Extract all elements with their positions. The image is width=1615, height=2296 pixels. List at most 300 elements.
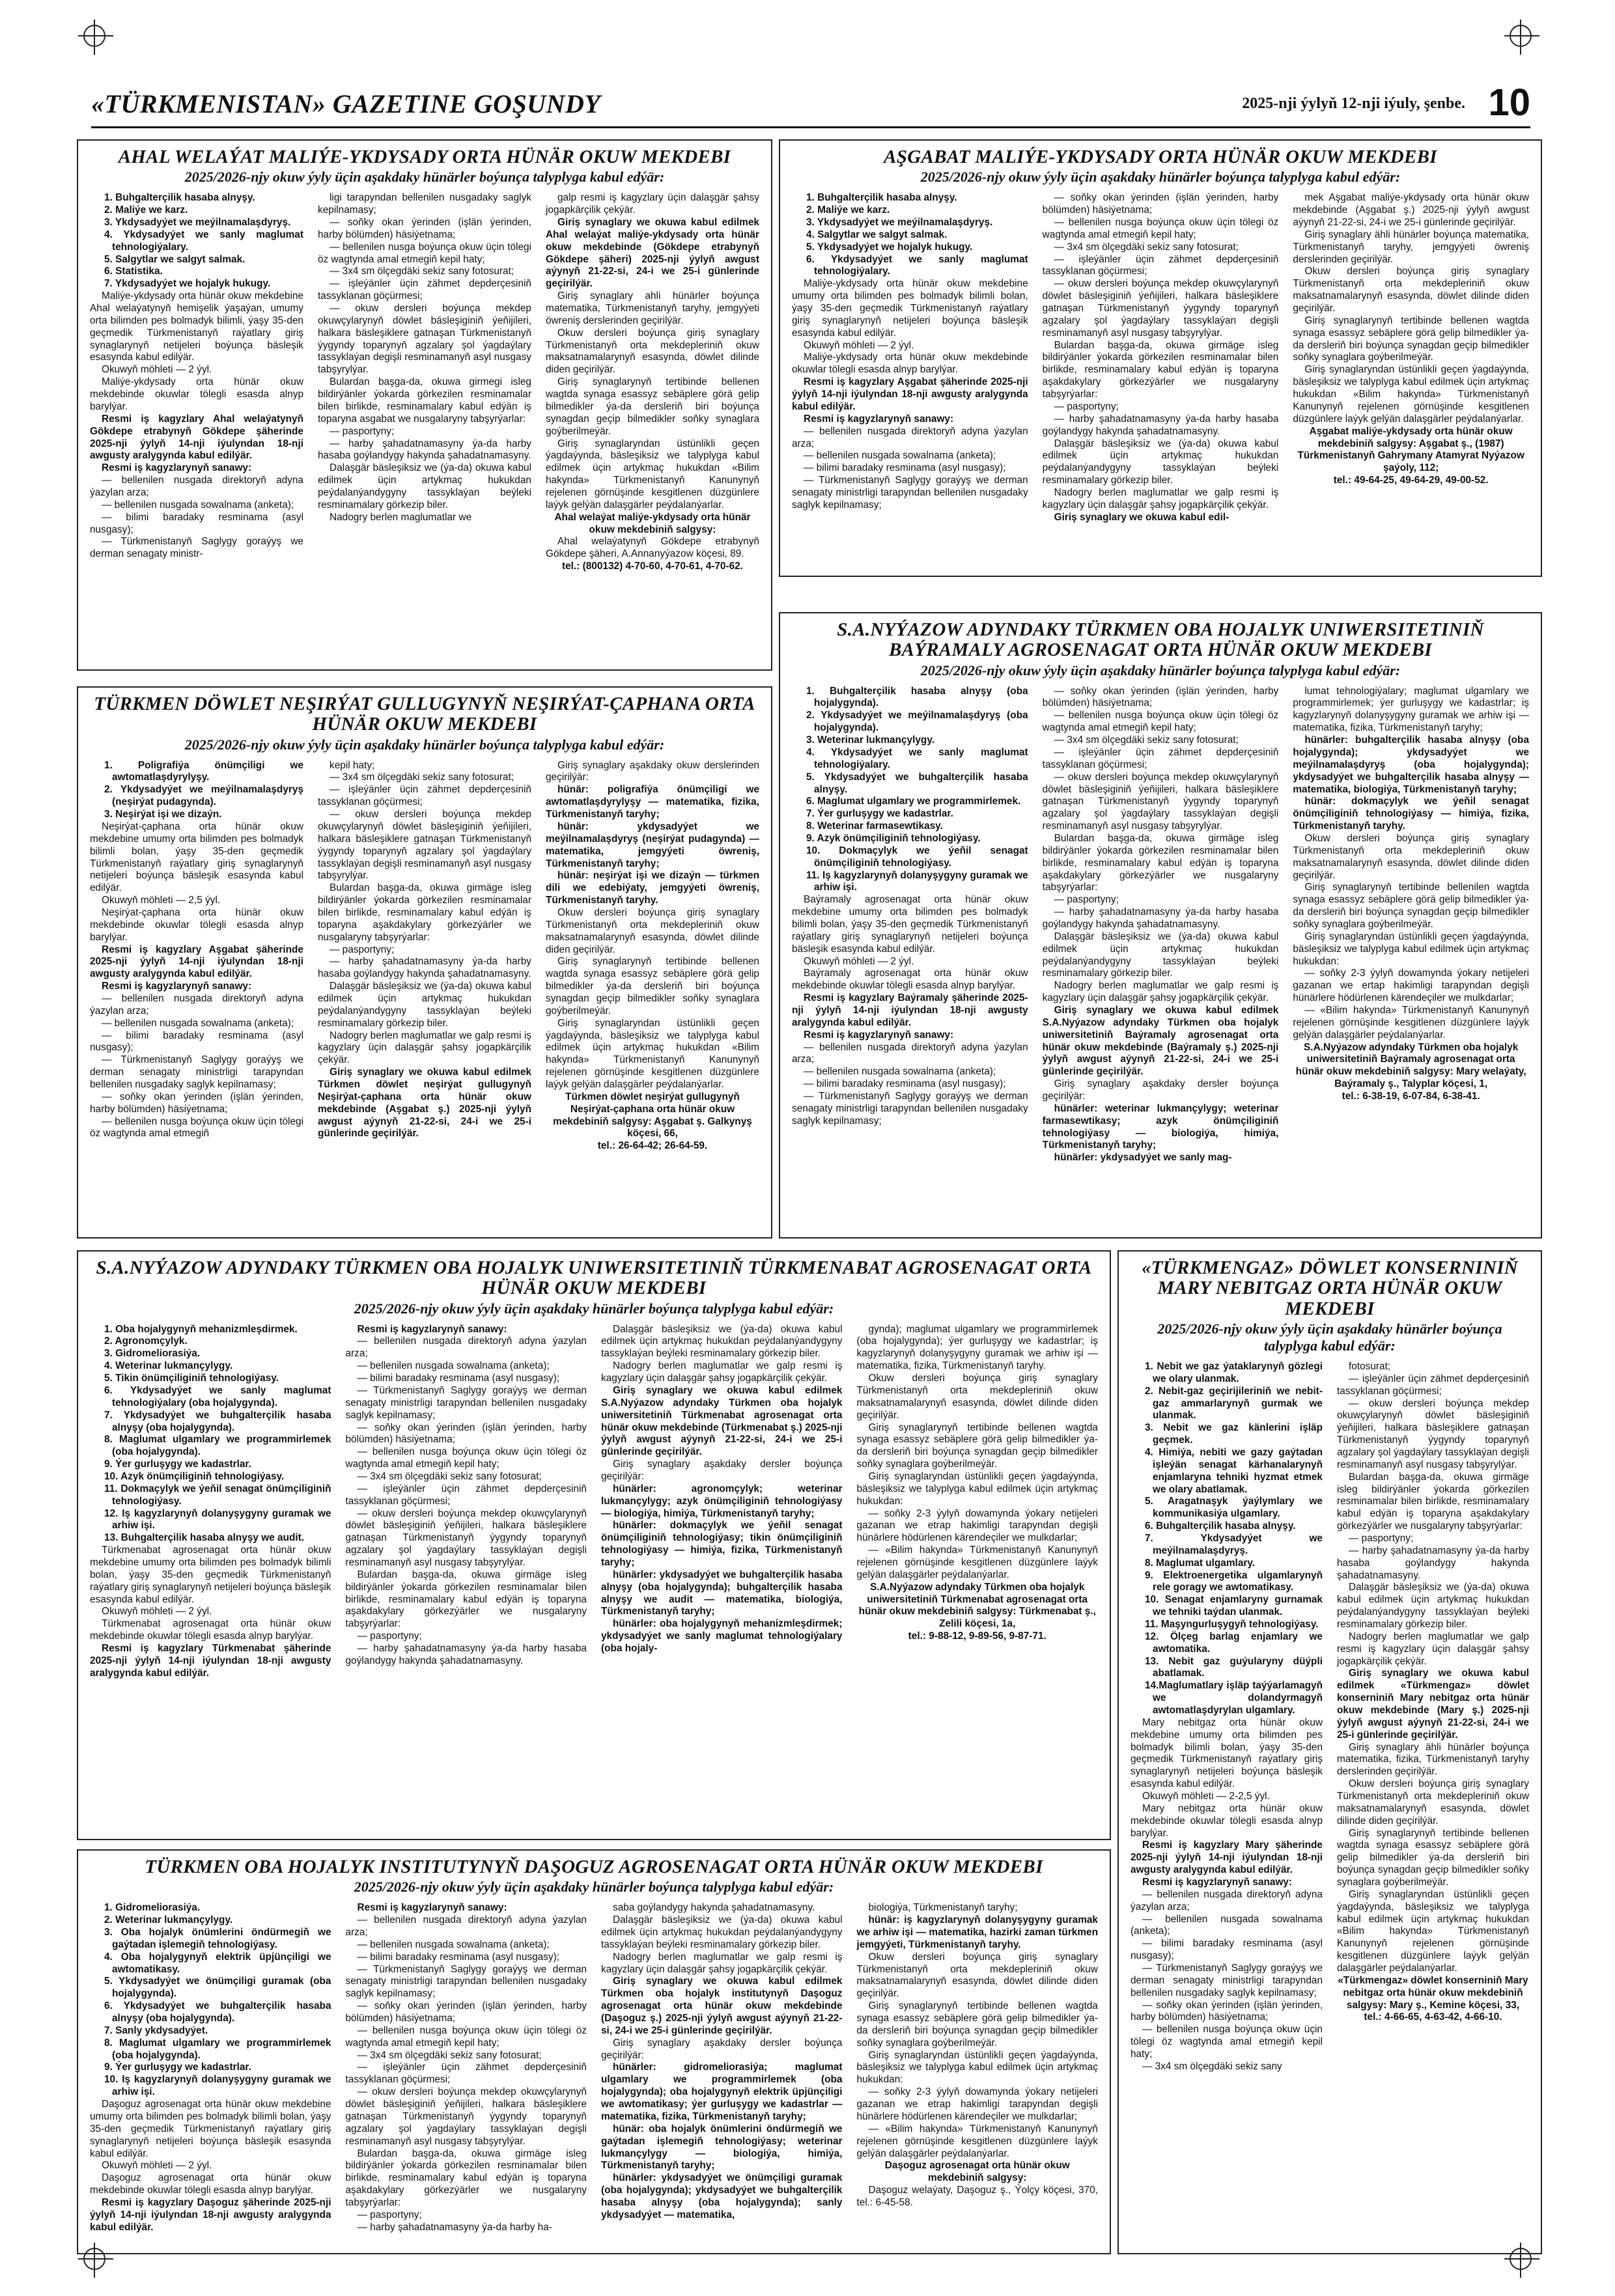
paragraph: Resmi iş kagyzlarynyň sanawy: xyxy=(357,1323,507,1335)
paragraph: Okuwyň möhleti — 2 ýyl. xyxy=(102,364,212,376)
paragraph: — soňky okan ýerinden (işlän ýerinden, harby bölümden) häsiýetnama; xyxy=(1042,192,1279,216)
paragraph: 7. Ykdysadyýet we buhgalterçilik hasaba alnyşy (oba hojalygynda). xyxy=(104,1409,331,1433)
paragraph: — bellenilen nusgada direktoryň adyna ýazylan arza; xyxy=(792,425,1028,449)
text-column xyxy=(546,760,759,1153)
issue-date: 2025-nji ýylyň 12-nji iýuly, şenbe. xyxy=(1242,95,1465,112)
paragraph: Giriş synaglary we okuwa kabul edilmek Ahal welaýat maliýe-ykdysady orta hünär okuw mekdebinde (Gökdepe etrabynyň Gökdepe şäheri) 2025-nji ýylyň awgust aýynyň 21-22-si, 24-i we 25-i günlerinde geçirilýär. xyxy=(546,217,759,290)
paragraph: tel.: 9-88-12, 9-89-56, 9-87-71. xyxy=(908,1631,1046,1642)
paragraph: Resmi iş kagyzlarynyň sanawy: xyxy=(102,981,252,992)
paragraph: — bellenilen nusgada sowalnama (anketa); xyxy=(102,499,294,511)
paragraph: — bilimi baradaky resminama (asyl nusgasy); xyxy=(357,1951,559,1963)
paragraph: kepil haty; xyxy=(330,759,375,771)
paragraph: — bellenilen nusga boýunça okuw üçin tölegi öz wagtynda amal etmegiň kepil haty; xyxy=(1042,710,1279,734)
paragraph: — «Bilim hakynda» Türkmenistanyň Kanunynyň rejelenen görnüşinde kesgitlenen düzgünlere laýyk gelýän dalaşgärler peýdalanýarlar. xyxy=(856,1545,1098,1580)
paragraph: 10. Senagat enjamlaryny gurnamak we tehniki taýdan ulanmak. xyxy=(1145,1594,1323,1618)
paragraph: — Türkmenistanyň Saglygy goraýyş we derman senagaty ministr- xyxy=(90,536,303,560)
paragraph: 6. Ykdysadyýet we sanly maglumat tehnologiýalary. xyxy=(806,253,1028,277)
paragraph: — bellenilen nusga boýunça okuw üçin tölegi öz wagtynda amal etmegiň kepil haty; xyxy=(318,241,531,265)
paragraph: Resmi iş kagyzlary Baýramaly şäherinde 2025-nji ýylyň 14-nji iýulyndan 18-nji awgusty aralygynda kabul edilýär. xyxy=(792,992,1028,1028)
paragraph: Giriş synaglary we okuwa kabul edilmek Türkmen döwlet neşirýat gullugynyň Neşirýat-çaphana orta hünär okuw mekdebinde (Aşgabat ş.) 2025-nji ýylyň awgust aýynyň 21-22-si, 24-i we 25-i günlerinde geçirilýär. xyxy=(318,1067,531,1140)
paragraph: — bellenilen nusgada sowalnama (anketa); xyxy=(357,1939,550,1950)
paragraph: Okuwyň möhleti — 2,5 ýyl. xyxy=(102,895,221,906)
paragraph: — bellenilen nusgada direktoryň adyna ýazylan arza; xyxy=(1130,1888,1323,1912)
paragraph: Giriş synaglary ähli hünärler boýunça matematika, fizika, Türkmenistanyň taryhy derslerinden geçirilýär. xyxy=(1337,1741,1529,1778)
paragraph: 5. Ykdysadyýet we hojalyk hukugy. xyxy=(806,241,973,253)
paragraph: — bellenilen nusga boýunça okuw üçin tölegi öz wagtynda amal etmegiň kepil haty; xyxy=(1042,217,1279,240)
paragraph: Giriş synaglarynyň tertibinde bellenen wagtda synaga esassyz sebäplere görä gelip bilmedikler ýa-da dersleriň biri boýunça synagdan geçip bilmedikler soňky synaglara goýberilmeýär. xyxy=(546,956,759,1016)
paragraph: Resmi iş kagyzlarynyň sanawy: xyxy=(102,462,252,474)
paragraph: — bellenilen nusga boýunça okuw üçin tölegi öz wagtynda amal etmegiň kepil haty; xyxy=(345,1446,587,1470)
text-column xyxy=(857,1324,1099,1680)
paragraph: 1. Buhgalterçilik hasaba alnyşy. xyxy=(104,192,255,204)
paragraph: — bellenilen nusga boýunça okuw üçin tölegi öz wagtynda amal etmegiň kepil haty; xyxy=(1130,2024,1323,2060)
paragraph: Mary nebitgaz orta hünär okuw mekdebine umumy orta bilimden pes bolmadyk bilimli bolan, ýaşy 35-den geçmedik Türkmenistanyň raýatlary giriş synaglarynyň netijeleri boýunça bäsleşik esasynda kabul edilýär. xyxy=(1130,1716,1323,1790)
paragraph: Giriş synaglary aşakdaky dersler boýunça geçirilýär: xyxy=(601,2037,843,2061)
text-column xyxy=(90,192,303,573)
paragraph: — işleýänler üçin zähmet depderçesiniň tassyklanan göçürmesi; xyxy=(318,784,531,808)
paragraph: Okuw dersleri boýunça giriş synaglary Türkmenistanyň orta mekdepleriniň okuw maksatnamalarynyň esasynda, döwlet dilinde diden geçirilýär. xyxy=(856,1373,1098,1421)
text-column xyxy=(1043,686,1279,1165)
paragraph: S.A.Nyýazow adyndaky Türkmen oba hojalyk uniwersitetiniň Türkmenabat agrosenagat orta hünär okuw mekdebiniň salgysy: Türkmenabat ş., Zelili köçesi, 1a, xyxy=(858,1581,1096,1630)
paragraph: Maliýe-ykdysady orta hünär okuw mekdebinde okuwlar tölegli esasda alnyp barylýar. xyxy=(792,352,1028,376)
paragraph: Resmi iş kagyzlary Türkmenabat şäherinde 2025-nji ýylyň 14-nji iýulyndan 18-nji awgusty aralygynda kabul edilýär. xyxy=(90,1642,331,1679)
paragraph: — işleýänler üçin zähmet depderçesiniň tassyklanan göçürmesi; xyxy=(1042,253,1279,277)
notice-title: S.A.NYÝAZOW ADYNDAKY TÜRKMEN OBA HOJALYK UNIWERSITETINIŇ BAÝRAMALY AGROSENAGAT ORTA HÜNÄR OKUW MEKDEBI xyxy=(837,619,1484,661)
notice-subtitle: 2025/2026-njy okuw ýyly üçin aşakdaky hünärler boýunça talyplyga kabul edýär: xyxy=(184,169,665,186)
notice-mary-gaz xyxy=(1117,1250,1542,2254)
notice-ahal xyxy=(77,139,772,671)
paragraph: Daşoguz agrosenagat orta hünär okuw mekdebinde okuwlar tölegli esasda alnyp barylýar. xyxy=(90,2172,331,2196)
text-column xyxy=(90,1324,331,1680)
paragraph: 11. Dokmaçylyk we ýeňil senagat önümçiliginiň tehnologiýasy. xyxy=(104,1483,331,1507)
paragraph: hünär: poligrafiýa önümçiligi we awtomatlaşdyrylyşy — matematika, fizika, Türkmenistanyň taryhy; xyxy=(546,784,759,820)
paragraph: 4. Himiýa, nebiti we gazy gaýtadan işleýän senagat kärhanalarynyň enjamlaryna tehniki hyzmat etmek we olary abatlamak. xyxy=(1145,1446,1323,1495)
paragraph: 1. Buhgalterçilik hasaba alnyşy (oba hojalygynda). xyxy=(806,685,1028,709)
paragraph: Resmi iş kagyzlary Aşgabat şäherinde 2025-nji ýylyň 14-nji iýulyndan 18-nji awgusty aralygynda kabul edilýär. xyxy=(90,944,303,980)
paragraph: — okuw dersleri boýunça mekdep okuwçylarynyň döwlet bäsleşiginiň ýeňijileri, halkara bäsleşiklere gatnaşan Türkmenistanyň ýygyndy toparynyň agzalary şol ýagdaýlary tassyklaýan degişli resminamanyň asyl nusgasy tabşyrylýar. xyxy=(1042,278,1279,339)
paragraph: 9. Azyk önümçiliginiň tehnologiýasy. xyxy=(806,832,981,844)
notice-subtitle: 2025/2026-njy okuw ýyly üçin aşakdaky hünärler boýunça talyplyga kabul edýär: xyxy=(920,169,1401,186)
paragraph: 4. Salgytlar we salgyt salmak. xyxy=(806,229,948,240)
paragraph: Dalaşgär bäsleşiksiz we (ýa-da) okuwa kabul edilmek üçin artykmaç hukukdan peýdalanýandygyny tassyklaýan beýleki resminamalary görkezip biler. xyxy=(1042,438,1279,486)
paragraph: Ahal welaýat maliýe-ykdysady orta hünär okuw mekdebiniň salgysy: xyxy=(554,511,751,535)
paragraph: — «Bilim hakynda» Türkmenistanyň Kanunynyň rejelenen görnüşinde kesgitlenen düzgünlere laýyk gelýän dalaşgärler peýdalanýarlar. xyxy=(856,2123,1098,2159)
paragraph: Daşoguz agrosenagat orta hünär okuw mekdebine umumy orta bilimden pes bolmadyk bilimli bolan, ýaşy 35-den geçmedik Türkmenistanyň raýatlary giriş synaglarynyň netijeleri boýunça bäsleşik esasynda kabul edilýär. xyxy=(90,2099,331,2159)
paragraph: Giriş synaglary ähli hünärler boýunça matematika, Türkmenistanyň taryhy, jemgyýeti öwreniş derslerinden geçirilýär. xyxy=(1293,229,1530,265)
paragraph: Okuw dersleri boýunça giriş synaglary Türkmenistanyň orta mekdepleriniň okuw maksatnamalarynyň esasynda, döwlet dilinde diden geçirilýär. xyxy=(546,327,759,376)
paragraph: — pasportyny; xyxy=(357,1631,422,1642)
notice-columns xyxy=(90,1902,1098,2233)
paragraph: — bellenilen nusgada direktoryň adyna ýazylan arza; xyxy=(90,475,303,498)
paragraph: Resmi iş kagyzlary Aşgabat şäherinde 2025-nji ýylyň 14-nji iýulyndan 18-nji awgusty aralygynda kabul edilýär. xyxy=(792,376,1028,412)
paragraph: 6. Maglumat ulgamlary we programmirlemek. xyxy=(806,796,1021,807)
paragraph: Neşirýat-çaphana orta hünär okuw mekdebine umumy orta bilimden pes bolmadyk bilimli bolan, ýaşy 35-den geçmedik Türkmenistanyň raýatlary giriş synaglarynyň netijeleri boýunça bäsleşik esasynda kabul edilýär. xyxy=(90,820,303,894)
paragraph: — işleýänler üçin zähmet depderçesiniň tassyklanan göçürmesi; xyxy=(318,278,531,302)
text-column xyxy=(857,1902,1099,2233)
paragraph: fotosurat; xyxy=(1349,1360,1391,1372)
paragraph: Resmi iş kagyzlary Mary şäherinde 2025-nji ýylyň 14-nji iýulyndan 18-nji awgusty aralygynda kabul edilýär. xyxy=(1130,1840,1323,1876)
paragraph: tel.: 26-64-42; 26-64-59. xyxy=(597,1140,708,1152)
paragraph: 3. Neşirýat işi we dizaýn. xyxy=(104,809,222,820)
paragraph: — pasportyny; xyxy=(357,2209,422,2220)
paragraph: 13. Buhgalterçilik hasaba alnyşy we audit. xyxy=(104,1532,305,1544)
paragraph: Maliýe-ykdysady orta hünär okuw mekdebine Ahal welaýatynyň hemişelik ýaşaýan, umumy orta bilimden pes bolmadyk bilimli, ýaşy 35-den geçmedik Türkmenistanyň raýatlary giriş synaglarynyň netijeleri boýunça bäsleşik esasynda kabul edilýär. xyxy=(90,290,303,363)
paragraph: Okuw dersleri boýunça giriş synaglary Türkmenistanyň orta mekdepleriniň okuw maksatnamalarynyň esasynda, döwlet dilinde diden geçirilýär. xyxy=(1293,832,1530,881)
text-column xyxy=(792,686,1028,1165)
paragraph: hünär: ykdysadyýet we meýilnamalaşdyryş (neşirýat pudagynda) — matematika, jemgyýeti öwreniş, Türkmenistanyň taryhy; xyxy=(546,820,759,869)
paragraph: Giriş synaglarynyň tertibinde bellenen wagtda synaga esassyz sebäplere görä gelip bilmedikler ýa-da dersleriň biri boýunça synagdan geçip bilmedikler soňky synaglara goýberilmeýär. xyxy=(856,1421,1098,1470)
paragraph: 2. Agronomçylyk. xyxy=(104,1336,188,1347)
paragraph: Dalaşgär bäsleşiksiz we (ýa-da) okuwa kabul edilmek üçin artykmaç hukukdan peýdalanýandygyny tassyklaýan beýleki resminamalary görkezip biler. xyxy=(601,1914,843,1950)
paragraph: 1. Buhgalterçilik hasaba alnyşy. xyxy=(806,192,957,204)
paragraph: — Türkmenistanyň Saglygy goraýyş we derman senagaty ministrligi tarapyndan bellenilen nusgadaky saglyk kepilnamasy; xyxy=(90,1054,303,1090)
paragraph: S.A.Nyýazow adyndaky Türkmen oba hojalyk uniwersitetiniň Baýramaly agrosenagat orta hünär okuw mekdebiniň salgysy: Mary welaýaty, Baýramaly ş., Talyplar köçesi, 1, xyxy=(1295,1041,1526,1090)
paragraph: — 3x4 sm ölçegdäki sekiz sany fotosurat; xyxy=(357,1470,542,1482)
paragraph: 1. Gidromeliorasiýa. xyxy=(104,1902,201,1914)
paragraph: — bellenilen nusgada sowalnama (anketa); xyxy=(804,450,996,462)
paragraph: Okuwyň möhleti — 2 ýyl. xyxy=(804,339,914,351)
paragraph: Okuw dersleri boýunça giriş synaglary Türkmenistanyň orta mekdepleriniň okuw maksatnamalarynyň esasynda, döwlet dilinde diden geçirilýär. xyxy=(1293,266,1530,315)
paragraph: — 3x4 sm ölçegdäki sekiz sany fotosurat; xyxy=(357,2049,542,2061)
notice-subtitle: 2025/2026-njy okuw ýyly üçin aşakdaky hünärler boýunça talyplyga kabul edýär: xyxy=(184,736,665,753)
text-column xyxy=(1293,192,1529,524)
text-column xyxy=(546,192,759,573)
paragraph: Giriş synaglary we okuwa kabul edil- xyxy=(1054,511,1229,523)
text-column xyxy=(1337,1361,1529,2073)
paragraph: hünärler: ykdysadyýet we buhgalterçilik hasaba alnyşy (oba hojalygynda); buhgalterçilik hasaba alnyşy we audit — matematika, biologiýa, Türkmenistanyň taryhy; xyxy=(601,1569,843,1617)
paragraph: 7. Sanly ykdysadyýet. xyxy=(104,2024,208,2036)
notice-subtitle: 2025/2026-njy okuw ýyly üçin aşakdaky hünärler boýunça talyplyga kabul edýär: xyxy=(354,1300,834,1317)
paragraph: hünärler: oba hojalygynyň mehanizmleşdirmek; ykdysadyýet we sanly maglumat tehnologiýalary (oba hojaly- xyxy=(601,1618,843,1654)
paragraph: 2. Nebit-gaz geçirijileriniň we nebit-gaz ammarlarynyň gurmak we ulanmak. xyxy=(1145,1385,1323,1421)
paragraph: Giriş synaglarynyň tertibinde bellenilen wagtda synaga esassyz sebäplere görä gelip bilmedikler ýa-da dersleriň biri boýunça synagdan geçip bilmedikler soňky synaglara goýberilmeýär. xyxy=(1293,882,1530,930)
paragraph: Dalaşgär bäsleşiksiz we (ýa-da) okuwa kabul edilmek üçin artykmaç hukukdan peýdalanýandygyny tassyklaýan beýleki resminamalary görkezip biler. xyxy=(1042,931,1279,979)
paragraph: 4. Ykdysadyýet we sanly maglumat tehnologiýalary. xyxy=(104,229,303,253)
paragraph: — Türkmenistanyň Saglygy goraýyş we derman senagaty ministrligi tarapyndan bellenilen nusgadaky saglyk kepilnamasy; xyxy=(345,1384,587,1421)
paragraph: 8. Maglumat ulgamlary we programmirlemek (oba hojalygynda). xyxy=(104,1434,331,1458)
paragraph: — soňky okan ýerinden (işlän ýerinden, harby bölümden) häsiýetnama; xyxy=(345,1421,587,1446)
paragraph: Türkmenabat agrosenagat orta hünär okuw mekdebine umumy orta bilimden pes bolmadyk bilimli bolan, ýaşy 35-den geçmedik Türkmenistanyň raýatlary giriş synaglarynyň netijeleri boýunça bäsleşik esasynda kabul edilýär. xyxy=(90,1545,331,1605)
paragraph: Dalaşgär bäsleşiksiz we (ýa-da) okuwa kabul edilmek üçin artykmaç hukukdan peýdalanýandygyny tassyklaýan beýleki resminamalary görkezip biler. xyxy=(1337,1582,1529,1630)
paragraph: 5. Ykdysadyýet we buhgalterçilik hasaba alnyşy. xyxy=(806,771,1028,795)
paragraph: hünär: iş kagyzlarynyň dolanyşygyny guramak we arhiw işi — matematika, hazirki zaman türkmen jemgyýeti, Türkmenistanyň taryhy. xyxy=(856,1914,1098,1950)
paragraph: Giriş synaglaryndan üstünlikli geçen ýagdaýynda, bäsleşiksiz we talyplyga kabul edilmek üçin artykmaç hukukdan «Bilim hakynda» Türkmenistanyň Kanunynyň rejelenen görnüşinde kesgitlenen düzgünlere laýyk gelýän dalaşgärler peýdalanýarlar. xyxy=(1337,1888,1529,1974)
paragraph: — pasportyny; xyxy=(330,944,395,955)
paragraph: tel.: (800132) 4-70-60, 4-70-61, 4-70-62. xyxy=(561,561,744,572)
paragraph: 8. Weterinar farmasewtikasy. xyxy=(806,820,943,832)
paragraph: Türkmen döwlet neşirýat gullugynyň Neşirýat-çaphana orta hünär okuw mekdebiniň salgysy: Aşgabat ş. Galkynyş köçesi, 66, xyxy=(553,1091,752,1140)
paragraph: — pasportyny; xyxy=(1054,894,1119,906)
paragraph: Nadogry berlen maglumatlar we galp resmi iş kagyzlary üçin dalaşgär şahsy jogapkärçilik çekýär. xyxy=(601,1951,843,1975)
paragraph: «Türkmengaz» döwlet konserniniň Mary nebitgaz orta hünär okuw mekdebiniň salgysy: Mary ş., Kemine köçesi, 33, xyxy=(1338,1974,1528,2011)
paragraph: Nadogry berlen maglumatlar we galp resmi iş kagyzlary üçin dalaşgär şahsy jogapkärçilik çekýär. xyxy=(1337,1631,1529,1667)
paragraph: Maliýe-ykdysady orta hünär okuw mekdebine umumy orta bilimden pes bolmadyk bilimli bolan, ýaşy 35-den geçmedik Türkmenistanyň raýatlary giriş synaglarynyň netijeleri boýunça bäsleşik esasynda kabul edilýär. xyxy=(792,278,1028,339)
paragraph: 1. Nebit we gaz ýataklarynyň gözlegi we olary ulanmak. xyxy=(1145,1360,1323,1384)
paragraph: Giriş synaglary we okuwa kabul edilmek Türkmen oba hojalyk institutynyň Daşoguz agrosenagat orta hünär okuw mekdebinde (Daşoguz ş.) 2025-nji ýylyň awgust aýynyň 21-22-si, 24-i we 25-i günlerinde geçirilýär. xyxy=(601,1976,843,2036)
paragraph: hünär: oba hojalyk önümlerini öndürmegiň we gaýtadan işlemegiň tehnologiýasy; weterinar lukmançylygy — biologiýa, himiýa, Türkmenistanyň taryhy; xyxy=(601,2123,843,2172)
paragraph: tel.: 4-66-65, 4-63-42, 4-66-10. xyxy=(1364,2011,1502,2023)
paragraph: Dalaşgär bäsleşiksiz we (ýa-da) okuwa kabul edilmek üçin artykmaç hukukdan peýdalanýandygyny tassyklaýan beýleki resminamalary görkezip biler. xyxy=(318,981,531,1029)
paragraph: Okuwyň möhleti — 2 ýyl. xyxy=(102,2160,212,2172)
paragraph: Giriş synaglaryndan üstünlikli geçen ýagdaýynda, bäsleşiksiz we talyplyga kabul edilmek üçin artykmaç hukukdan «Bilim hakynda» Türkmenistanyň Kanunynyň rejelenen görnüşinde kesgitlenen düzgünlere laýyk gelýän dalaşgärler peýdalanýarlar. xyxy=(546,438,759,511)
paragraph: 3. Ykdysadyýet we meýilnamalaşdyryş. xyxy=(104,217,291,229)
paragraph: Bulardan başga-da, okuwa girmäge isleg bildirýänler ýokarda görkezilen resminamalar bilen birlikde, resminamalary kabul edýän iş toparyna aşakdakylary görkezýärler we nusgalaryny tabşyrýarlar: xyxy=(1042,339,1279,400)
paragraph: — soňky 2-3 ýylyň dowamynda ýokary netijeleri gazanan we ertap hakimligi tarapyndan degişli hünärlere hödürlenen kärendeçiler we mulkdarlar; xyxy=(1293,968,1530,1004)
paragraph: — bilimi baradaky resminama (asyl nusgasy); xyxy=(90,511,303,535)
paragraph: — işleýänler üçin zähmet depderçesiniň tassyklanan göçürmesi; xyxy=(345,1483,587,1507)
paragraph: lumat tehnologiýalary; maglumat ulgamlary we programmirlemek; ýer gurluşygy we kadastrlar; iş kagyzlarynyň dolanyşygyny guramak we arhiw işi — matematika, fizika, Türkmenistanyň taryhy; xyxy=(1293,685,1530,734)
paragraph: 8. Maglumat ulgamlary we programmirlemek (oba hojalygynda). xyxy=(104,2037,331,2061)
paragraph: hünär: neşirýat işi we dizaýn — türkmen dili we edebiýaty, jemgyýeti öwreniş, Türkmenistanyň taryhy. xyxy=(546,870,759,906)
paragraph: Giriş synaglarynyň tertibinde bellenen wagtda synaga esassyz sebäplere görä gelip bilmedikler ýa-da dersleriň biri boýunça synagdan geçip bilmedikler soňky synaglara goýberilmeýär. xyxy=(546,376,759,437)
paragraph: 2. Ykdysadyýet we meýilnamalaşdyryş (oba hojalygynda). xyxy=(806,710,1028,734)
paragraph: biologiýa, Türkmenistanyň taryhy; xyxy=(868,1902,1018,1914)
paragraph: — işleýänler üçin zähmet depderçesiniň tassyklanan göçürmesi; xyxy=(345,2062,587,2086)
crop-mark-icon xyxy=(1510,25,1532,47)
paragraph: Giriş synaglarynyň tertibinde bellenen wagtda synaga esassyz sebäplere görä gelip bilmedikler ýa-da dersleriň biri boýunça synagdan geçip bilmedikler soňky synaglara goýberilmeýär. xyxy=(1337,1827,1529,1888)
paragraph: — Türkmenistanyň Saglygy goraýyş we derman senagaty ministrligi tarapyndan bellenilen nusgadaky saglyk kepilnamasy; xyxy=(345,1963,587,2000)
paragraph: — okuw dersleri boýunça mekdep okuwçylarynyň döwlet bäsleşiginiň ýeňijileri, halkara bäsleşiklere gatnaşan Türkmenistanyň ýygyndy toparynyň agzalary şol ýagdaýlary tassyklaýan degişli resminamanyň asyl nusgasy tabşyrylýar. xyxy=(345,1507,587,1568)
paragraph: saba goýlandygy hakynda şahadatnamasyny. xyxy=(613,1902,815,1914)
paragraph: Giriş synaglary we okuwa kabul edilmek «Türkmengaz» döwlet konserniniň Mary nebitgaz orta hünär okuw mekdebinde (Mary ş.) 2025-nji ýylyň awgust aýynyň 21-22-si, 24-i we 25-i günlerinde geçirilýär. xyxy=(1337,1668,1529,1741)
paragraph: 5. Aragatnaşyk ýaýlymlary we kommunikasiýa ulgamlary. xyxy=(1145,1496,1323,1520)
paragraph: Bulardan başga-da, okuwa girmäge isleg bildirýänler ýokarda görkezilen resminamalar bilen birlikde, resminamalary kabul edýän iş toparyna aşakdakylary görkezýärler we nusgalaryny tabşyrýarlar: xyxy=(345,1569,587,1630)
paragraph: Giriş synaglarynyň tertibinde bellenen wagtda synaga esassyz sebäplere görä gelip bilmedikler ýa-da dersleriň biri boýunça synagdan geçip bilmedikler soňky synaglara goýberilmeýär. xyxy=(856,2000,1098,2049)
paragraph: Resmi iş kagyzlarynyň sanawy: xyxy=(357,1902,507,1914)
paragraph: — 3x4 sm ölçegdäki sekiz sany fotosurat; xyxy=(330,266,514,277)
notice-subtitle: 2025/2026-njy okuw ýyly üçin aşakdaky hünärler boýunça talyplyga kabul edýär: xyxy=(354,1879,834,1896)
paragraph: 3. Oba hojalyk önümlerini öndürmegiň we gaýtadan işlemegiň tehnologiýasy. xyxy=(104,1927,331,1950)
paragraph: Bulardan başga-da, okuwa girmäge isleg bildirýänler ýokarda görkezilen resminamalar bilen birlikde, resminamalary kabul edýän iş toparyna aşakdakylary görkezýärler we nusgalaryny tabşyrýarlar: xyxy=(318,882,531,943)
paragraph: — 3x4 sm ölçegdäki sekiz sany fotosurat; xyxy=(1054,241,1239,253)
paragraph: Bulardan başga-da, okuwa girmäge isleg bildirýänler ýokarda görkezilen resminamalar bilen birlikde, resminamalary kabul edýän iş toparyna aşakdakylary görkezýärler we nusgalaryny tabşyrýarlar: xyxy=(1337,1471,1529,1532)
paragraph: Nadogry berlen maglumatlar we xyxy=(330,511,472,523)
text-column xyxy=(601,1902,843,2233)
paragraph: — harby şahadatnamasyny ýa-da harby hasaba goýlandygy hakynda şahadatnamasyny. xyxy=(1042,413,1279,437)
paragraph: tel.: 49-64-25, 49-64-29, 49-00-52. xyxy=(1333,475,1489,486)
paragraph: — bellenilen nusgada sowalnama (anketa); xyxy=(357,1360,550,1372)
text-column xyxy=(1130,1361,1323,2073)
notice-bayramaly xyxy=(779,612,1542,1239)
paragraph: — bellenilen nusga boýunça okuw üçin tölegi öz wagtynda amal etmegiň kepil haty; xyxy=(345,2024,587,2049)
paragraph: — bellenilen nusgada direktoryň adyna ýazylan arza; xyxy=(345,1914,587,1939)
paragraph: 3. Gidromeliorasiýa. xyxy=(104,1348,201,1360)
paragraph: galp resmi iş kagyzlary üçin dalaşgär şahsy jogapkärçilik çekýär. xyxy=(546,192,759,216)
paragraph: — okuw dersleri boýunça mekdep okuwçylarynyň döwlet bäsleşiginiň ýeňijileri, halkara bäsleşiklere gatnaşan Türkmenistanyň ýygyndy toparynyň agzalary şol ýagdaýlary tassyklaýan degişli resminamanyň asyl nusgasy tabşyrylýar. xyxy=(1042,771,1279,832)
paragraph: Okuw dersleri boýunça giriş synaglary Türkmenistanyň orta mekdepleriniň okuw maksatnamalarynyň esasynda, döwlet dilinde diden geçirilýär. xyxy=(856,1951,1098,2000)
paragraph: Bulardan başga-da, okuwa girmegi isleg bildirýänler ýokarda görkezilen resminamalar bilen birlikde, resminamalary kabul edýän iş toparyna asgabat we nusgalaryny tabşyrýarlar: xyxy=(318,376,531,425)
text-column xyxy=(318,192,531,573)
paragraph: 8. Maglumat ulgamlary. xyxy=(1145,1557,1256,1569)
notice-title: AHAL WELAÝAT MALIÝE-YKDYSADY ORTA HÜNÄR OKUW MEKDEBI xyxy=(118,147,731,167)
paragraph: Giriş synaglaryndan üstünlikli geçen ýagdaýynda, bäsleşiksiz we talyplyga kabul edilmek üçin artykmaç hukukdan: xyxy=(856,2049,1098,2086)
paragraph: Giriş synaglaryndan üstünlikli geçen ýagdaýynda, bäsleşiksiz we talyplyga kabul edilmek üçin artykmaç hukukdan «Bilim hakynda» Türkmenistanyň Kanunynyň rejelenen görnüşinde kesgitlenen düzgünlere laýyk gelýän dalaşgärler peýdalanýarlar. xyxy=(1293,364,1530,425)
paragraph: Mary nebitgaz orta hünär okuw mekdebinde okuwlar tölegli esasda alnyp barylýar. xyxy=(1130,1802,1323,1839)
paragraph: Giriş synaglary aşakdaky okuw derslerinden geçirilýär: xyxy=(546,759,759,783)
paragraph: 10. Azyk önümçiliginiň tehnologiýasy. xyxy=(104,1470,285,1482)
notice-title: «TÜRKMENGAZ» DÖWLET KONSERNINIŇ MARY NEBITGAZ ORTA HÜNÄR OKUW MEKDEBI xyxy=(1141,1257,1519,1319)
paragraph: ligi tarapyndan bellenilen nusgadaky saglyk kepilnamasy; xyxy=(318,192,531,216)
paragraph: Neşirýat-çaphana orta hünär okuw mekdebinde okuwlar tölegli esasda alnyp barylýar. xyxy=(90,906,303,943)
paragraph: Giriş synaglary ahli hünärler boýunça matematika, Türkmenistanyň taryhy, jemgyýeti öwreniş derslerinden geçirilýär. xyxy=(546,290,759,326)
paragraph: 3. Nebit we gaz känlerini işläp geçmek. xyxy=(1145,1422,1323,1446)
paragraph: 11. Maşyngurluşygyň tehnologiýasy. xyxy=(1145,1618,1319,1630)
paragraph: Giriş synaglary aşakdaky dersler boýunça geçirilýär: xyxy=(1042,1078,1279,1102)
paragraph: gynda); maglumat ulgamlary we programmirlemek (oba hojalygynda); ýer gurluşygy we kadastrlar; iş kagyzlarynyň dolanyşygyny guramak we arhiw işi — matematika, fizika, Türkmenistanyň taryhy. xyxy=(856,1323,1098,1372)
paragraph: 12. Ölçeg barlag enjamlary we awtomatika. xyxy=(1145,1631,1323,1655)
notice-title: TÜRKMEN DÖWLET NEŞIRÝAT GULLUGYNYŇ NEŞIRÝAT-ÇAPHANA ORTA HÜNÄR OKUW MEKDEBI xyxy=(94,693,755,735)
paragraph: Giriş synaglaryndan üstünlikli geçen ýagdaýynda, bäsleşiksiz we talyplyga kabul edilmek üçin artykmaç hukukdan: xyxy=(856,1470,1098,1507)
paragraph: 9. Elektroenergetika ulgamlarynyň rele goragy we awtomatikasy. xyxy=(1145,1569,1323,1593)
paragraph: 2. Maliýe we karz. xyxy=(104,204,188,216)
paragraph: — 3x4 sm ölçegdäki sekiz sany fotosurat; xyxy=(330,772,514,783)
crop-mark-icon xyxy=(83,25,105,47)
header-rule xyxy=(91,126,1530,128)
paragraph: — bilimi baradaky resminama (asyl nusgasy); xyxy=(804,462,1006,474)
paragraph: Giriş synaglaryndan üstünlikli geçen ýagdaýynda, bäsleşiksiz we talyplyga kabul edilmek üçin artykmaç hukukdan: xyxy=(1293,931,1530,967)
paragraph: — pasportyny; xyxy=(1349,1532,1414,1544)
paragraph: — bilimi baradaky resminama (asyl nusgasy); xyxy=(357,1373,559,1384)
paragraph: Ahal welaýatynyň Gökdepe etrabynyň Gökdepe şäheri, A.Annanyýazow köçesi, 89. xyxy=(546,536,759,560)
paragraph: — bilimi baradaky resminama (asyl nusgasy); xyxy=(804,1078,1006,1090)
paragraph: Nadogry berlen maglumatlar we galp resmi iş kagyzlary üçin dalaşgär şahsy jogapkärçilik çekýär. xyxy=(1042,980,1279,1004)
paragraph: 10. Iş kagyzlarynyň dolanyşygyny guramak we arhiw işi. xyxy=(104,2074,331,2098)
paragraph: Nadogry berlen maglumatlar we galp resmi iş kagyzlary üçin dalaşgär şahsy jogapkärçilik çekýär. xyxy=(1042,486,1279,511)
paragraph: hünärler: agronomçylyk; weterinar lukmançylygy; azyk önümçiliginiň tehnologiýasy — biologiýa, himiýa, Türkmenistanyň taryhy; xyxy=(601,1483,843,1519)
paragraph: Bulardan başga-da, okuwa girmäge isleg bildirýänler ýokarda görkezilen resminamalar bilen birlikde, resminamalary kabul edýän iş toparyna aşakdakylary görkezýärler we nusgalaryny tabşyrýarlar: xyxy=(345,2148,587,2208)
paragraph: — işleýänler üçin zähmet depderçesiniň tassyklanan göçürmesi; xyxy=(1337,1373,1529,1397)
paragraph: — okuw dersleri boýunça mekdep okuwçylarynyň döwlet bäsleşiginiň ýeňijileri, halkara bäsleşiklere gatnaşan Türkmenistanyň ýygyndy toparynyň agzalary şol ýagdaýlary tassyklaýan degişli resminamanyň asyl nusgasy tabşyrylýar. xyxy=(318,303,531,376)
paragraph: Giriş synaglary aşakdaky dersler boýunça geçirilýär: xyxy=(601,1459,843,1482)
paragraph: — harby şahadatnamasyny ýa-da harby hasaba goýlandygy hakynda şahadatnamasyny. xyxy=(318,956,531,980)
paragraph: Nadogry berlen maglumatlar we galp resmi iş kagyzlary üçin dalaşgär şahsy jogapkärçilik çekýär. xyxy=(601,1360,843,1384)
paragraph: — pasportyny; xyxy=(330,425,395,437)
paragraph: Daşoguz welaýaty, Daşoguz ş., Ýolçy köçesi, 370, tel.: 6-45-58. xyxy=(856,2185,1098,2208)
paragraph: Daşoguz agrosenagat orta hünär okuw mekdebiniň salgysy: xyxy=(884,2160,1070,2184)
notice-columns xyxy=(792,192,1529,524)
paragraph: — soňky okan ýerinden (işlän ýerinden, harby bölümden) häsiýetnama; xyxy=(1042,685,1279,709)
paragraph: — okuw dersleri boýunça mekdep okuwçylarynyň döwlet bäsleşiginiň ýeňijileri, halkara bäsleşiklere gatnaşan Türkmenistanyň ýygyndy toparynyň agzalary şol ýagdaýlary tassyklaýan degişli resminamanyň asyl nusgasy tabşyrylýar. xyxy=(345,2086,587,2147)
paragraph: — bellenilen nusgada sowalnama (anketa); xyxy=(102,1017,294,1029)
paragraph: 7. Ykdysadyýet we meýilnamalaşdyryş. xyxy=(1145,1532,1323,1556)
paragraph: 1. Oba hojalygynyň mehanizmleşdirmek. xyxy=(104,1323,298,1335)
text-column xyxy=(90,760,303,1153)
paragraph: hünärler: weterinar lukmançylygy; weterinar farmasewtikasy; azyk önümçiliginiň tehnologiýasy — biologiýa, himiýa, Türkmenistanyň taryhy; xyxy=(1042,1102,1279,1151)
paragraph: hünär: dokmaçylyk we ýeňil senagat önümçiliginiň tehnologiýasy — himiýa, fizika, Türkmenistanyň taryhy. xyxy=(1293,796,1530,832)
paragraph: hünärler: dokmaçylyk we ýeňil senagat önümçiliginiň tehnologiýasy; tikin önümçiliginiň tehnologiýasy — himiýa, fizika, Türkmenistanyň taryhy; xyxy=(601,1520,843,1568)
paragraph: — harby şahadatnamasyny ýa-da harby hasaba goýlandygy hakynda şahadatnamasyny. xyxy=(318,438,531,462)
paragraph: — bilimi baradaky resminama (asyl nusgasy); xyxy=(90,1029,303,1054)
paragraph: 1. Poligrafiýa önümçiligi we awtomatlaşdyrylyşy. xyxy=(104,759,303,783)
paragraph: — harby şahadatnamasyny ýa-da harby hasaba goýlandygy hakynda şahadatnamasyny. xyxy=(1337,1545,1529,1581)
text-column xyxy=(318,760,531,1153)
notice-title: AŞGABAT MALIÝE-YKDYSADY ORTA HÜNÄR OKUW MEKDEBI xyxy=(884,147,1437,167)
paragraph: Türkmenabat agrosenagat orta hünär okuw mekdebinde okuwlar tölegli esasda alnyp barylýar. xyxy=(90,1618,331,1642)
paragraph: 7. Ýer gurluşygy we kadastrlar. xyxy=(806,808,953,820)
notice-subtitle: 2025/2026-njy okuw ýyly üçin aşakdaky hünärler boýunça talyplyga kabul edýär: xyxy=(920,662,1401,679)
paragraph: — harby şahadatnamasyny ýa-da harby hasaba goýlandygy hakynda şahadatnamasyny. xyxy=(345,1642,587,1666)
paragraph: — Türkmenistanyň Saglygy goraýyş we derman senagaty ministrligi tarapyndan bellenilen nusgadaky saglyk kepilnamasy; xyxy=(792,1090,1028,1127)
paragraph: 9. Ýer gurluşygy we kadastrlar. xyxy=(104,2062,251,2073)
paragraph: hünärler: ykdysadyýet we sanly mag- xyxy=(1054,1152,1232,1164)
paragraph: 6. Buhgalterçilik hasaba alnyşy. xyxy=(1145,1520,1296,1532)
paragraph: — harby şahadatnamasyny ýa-da harby hasaba goýlandygy hakynda şahadatnamasyny. xyxy=(1042,906,1279,930)
notice-columns xyxy=(90,760,759,1153)
paragraph: — bellenilen nusgada sowalnama (anketa); xyxy=(1130,1913,1323,1937)
paragraph: — Türkmenistanyň Saglygy goraýyş we derman senagaty ministrligi tarapyndan bellenilen nusgadaky saglyk kepilnamasy; xyxy=(1130,1963,1323,1998)
paragraph: Giriş synaglaryndan üstünlikli geçen ýagdaýynda, bäsleşiksiz we talyplyga kabul edilmek üçin artykmaç hukukdan «Bilim hakynda» Türkmenistanyň Kanunynyň rejelenen görnüşinde kesgitlenen düzgünlere laýyk gelýän dalaşgärler peýdalanýarlar. xyxy=(546,1017,759,1090)
notice-columns xyxy=(90,1324,1098,1680)
paragraph: Baýramaly agrosenagat orta hünär okuw mekdebinde okuwlar tölegli esasda alnyp barylýar. xyxy=(792,968,1028,992)
paragraph: hünärler: ykdysadyýet we önümçiligi guramak (oba hojalygynda); ykdysadyýet we buhgalterçilik hasaba alnyşy (oba hojalygynda); sanly ykdysadyýet — matematika, xyxy=(601,2172,843,2220)
paragraph: 5. Ykdysadyýet we önümçiligi guramak (oba hojalygynda). xyxy=(104,1976,331,2000)
paragraph: 4. Weterinar lukmançylygy. xyxy=(104,1360,233,1372)
text-column xyxy=(792,192,1028,524)
paragraph: Resmi iş kagyzlary Ahal welaýatynyň Gökdepe etrabynyň Gökdepe şäherinde 2025-nji ýylyň 14-nji iýulyndan 18-nji awgusty aralygynda kabul edilýär. xyxy=(90,413,303,462)
paragraph: 10. Dokmaçylyk we ýeňil senagat önümçiliginiň tehnologiýasy. xyxy=(806,845,1028,869)
paragraph: 3. Weterinar lukmançylygy. xyxy=(806,735,935,746)
paragraph: Resmi iş kagyzlarynyň sanawy: xyxy=(1142,1877,1293,1888)
paragraph: — pasportyny; xyxy=(1054,400,1119,412)
text-column xyxy=(1043,192,1279,524)
paragraph: 9. Ýer gurluşygy we kadastrlar. xyxy=(104,1459,251,1470)
text-column xyxy=(601,1324,843,1680)
paragraph: — soňky 2-3 ýylyň dowamynda ýokary netijeleri gazanan we etrap hakimligi tarapyndan degişli hünärlere hödürlenen kärendeçiler we mulkdarlar; xyxy=(856,2086,1098,2122)
paragraph: Giriş synaglary we okuwa kabul edilmek S.A.Nyýazow adyndaky Türkmen oba hojalyk uniwersitetiniň Türkmenabat agrosenagat orta hünär okuw mekdebinde (Türkmenabat ş.) 2025-nji ýylyň awgust aýynyň 21-22-si, 24-i we 25-i günlerinde geçirilýär. xyxy=(601,1384,843,1458)
paragraph: Resmi iş kagyzlary Daşoguz şäherinde 2025-nji ýylyň 14-nji iýulyndan 18-nji awgusty aralygynda kabul edilýär. xyxy=(90,2196,331,2233)
paragraph: 3. Ykdysadyýet we meýilnamalaşdyryş. xyxy=(806,217,993,229)
paragraph: 2. Maliýe we karz. xyxy=(806,204,890,216)
notice-columns xyxy=(90,192,759,573)
paragraph: Resmi iş kagyzlarynyň sanawy: xyxy=(804,1029,954,1041)
notice-columns xyxy=(792,686,1529,1165)
notice-nesiryat xyxy=(77,686,772,1239)
paragraph: — soňky 2-3 ýylyň dowamynda ýokary netijeleri gazanan we etrap hakimligi tarapyndan degişli hünärlere hödürlenen kärendeçiler we mulkdarlar; xyxy=(856,1507,1098,1544)
paragraph: Giriş synaglary we okuwa kabul edilmek S.A.Nyýazow adyndaky Türkmen oba hojalyk uniwersitetiniň Baýramaly agrosenagat orta hünär okuw mekdebinde (Baýramaly ş.) 2025-nji ýylyň awgust aýynyň 21-22-si, 24-i we 25-i günlerinde geçirilýär. xyxy=(1042,1004,1279,1078)
paragraph: 14.Maglumatlary işläp taýýarlamagyň we dolandyrmagyň awtomatlaşdyrylan ulgamlary. xyxy=(1145,1680,1323,1716)
paragraph: — harby şahadatnamasyny ýa-da harby ha- xyxy=(357,2221,552,2233)
paragraph: — soňky okan ýerinden (işlän ýerinden, harby bölümden) häsiýetnama; xyxy=(1130,1999,1323,2023)
paragraph: Dalaşgär bäsleşiksiz we (ýa-da) okuwa kabul edilmek üçin artykmaç hukukdan peýdalanýandygyny tassyklaýan beýleki resminamalary görkezip biler. xyxy=(318,462,531,511)
paragraph: Maliýe-ykdysady orta hünär okuw mekdebinde okuwlar tölegli esasda alnyp barylýar. xyxy=(90,376,303,412)
paragraph: Aşgabat maliýe-ykdysady orta hünär okuw mekdebiniň salgysy: Aşgabat ş., (1987) Türkmenistanyň Gahrymany Atamyrat Nyýazow şaýoly, 112; xyxy=(1297,425,1524,474)
paragraph: 2. Weterinar lukmançylygy. xyxy=(104,1914,233,1926)
paragraph: 11. Iş kagyzlarynyň dolanyşygyny guramak we arhiw işi. xyxy=(806,869,1028,893)
newspaper-title: «TÜRKMENISTAN» GAZETINE GOŞUNDY xyxy=(91,89,601,119)
paragraph: — bellenilen nusgada sowalnama (anketa); xyxy=(804,1066,996,1078)
text-column xyxy=(1293,686,1529,1165)
notice-columns xyxy=(1130,1361,1529,2073)
paragraph: Dalaşgär bäsleşiksiz we (ýa-da) okuwa kabul edilmek üçin artykmaç hukukdan peýdalanýandygyny tassyklaýan beýleki resminamalary görkezip biler. xyxy=(601,1323,843,1360)
paragraph: — bellenilen nusgada direktoryň adyna ýazylan arza; xyxy=(345,1336,587,1360)
paragraph: Giriş synaglarynyň tertibinde bellenen wagtda synaga esassyz sebäplere görä gelip bilmedikler ýa-da dersleriň biri boýunça synagdan geçip bilmedikler soňky synaglara goýberilmeýär. xyxy=(1293,315,1530,363)
paragraph: 4. Oba hojalygynyň elektrik üpjünçiligi we awtomatikasy. xyxy=(104,1951,331,1975)
paragraph: 13. Nebit gaz guýularyny düýpli abatlamak. xyxy=(1145,1655,1323,1679)
paragraph: Okuwyň möhleti — 2 ýyl. xyxy=(804,955,914,967)
notice-turkmenabat xyxy=(77,1250,1111,1840)
paragraph: Nadogry berlen maglumatlar we galp resmi iş kagyzlary üçin dalaşgär şahsy jogapkärçilik çekýär. xyxy=(318,1029,531,1066)
paragraph: — soňky okan ýerinden (işlän ýerinden, harby bölümden) häsiýetnama; xyxy=(345,2000,587,2024)
notice-title: S.A.NYÝAZOW ADYNDAKY TÜRKMEN OBA HOJALYK UNIWERSITETINIŇ TÜRKMENABAT AGROSENAGAT ORTA HÜNÄR OKUW MEKDEBI xyxy=(96,1257,1092,1299)
paragraph: 5. Salgytlar we salgyt salmak. xyxy=(104,253,246,265)
text-column xyxy=(90,1902,331,2233)
paragraph: Resmi iş kagyzlarynyň sanawy: xyxy=(804,413,954,425)
paragraph: 6. Ykdysadyýet we sanly maglumat tehnologiýalary (oba hojalygynda). xyxy=(104,1384,331,1408)
paragraph: — soňky okan ýerinden (işlän ýerinden, harby bölümden) häsiýetnama; xyxy=(318,217,531,240)
notice-asgabat xyxy=(779,139,1542,577)
paragraph: — bellenilen nusgada direktoryň adyna ýazylan arza; xyxy=(792,1041,1028,1065)
paragraph: Baýramaly agrosenagat orta hünär okuw mekdebine umumy orta bilimden pes bolmadyk bilimli bolan, ýaşy 35-den geçmedik Türkmenistanyň raýatlary giriş synaglarynyň netijeleri boýunça bäsleşik esasynda kabul edilýär. xyxy=(792,894,1028,955)
